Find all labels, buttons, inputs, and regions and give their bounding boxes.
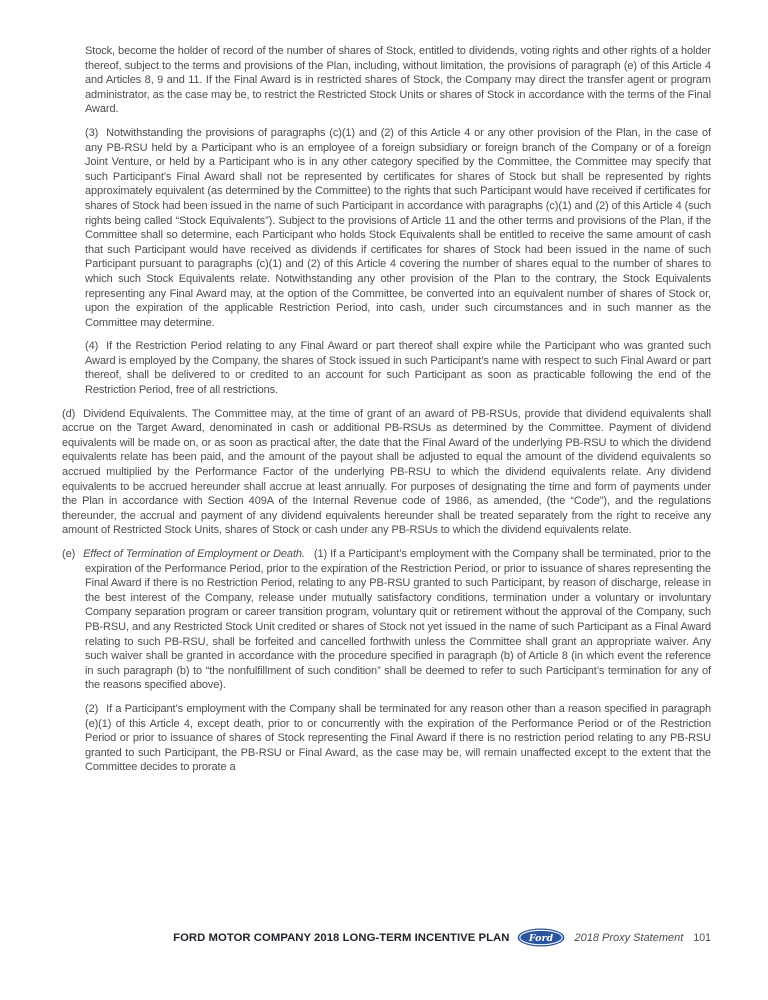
paragraph-e-2-text: If a Participant’s employment with the Company shall be terminated for any reason other than a reason specified in paragraph (e)(1) of this Article 4, except death, prior to or concurrently with the expiration of the Performance Period or of the Restriction Period or prior to issuance of shares of Stock representing the Final Award if there is no restriction period relating to any PB-RSU granted to such Participant, the PB-RSU or Final Award, as the case may be, will remain unaffected except to the extent that the Committee decides to prorate a	[85, 702, 711, 774]
page-body	[62, 44, 711, 784]
paragraph-e-termination	[62, 547, 711, 693]
paragraph-e-text: (1) If a Participant’s employment with the Company shall be terminated, prior to the expiration of the Performance Period, prior to the expiration of the Restriction Period, or prior to issuance of shares representing the Final Award if there is no Restriction Period, relating to any PB-RSU granted to such Participant, by reason of discharge, release in the best interest of the Company, release under mutually satisfactory conditions, termination under a voluntary or involuntary Company separation program or career transition program, voluntary quit or retirement without the approval of the Company, such PB-RSU, and any Restricted Stock Unit credited or shares of Stock not yet issued in the name of such Participant as a Final Award relating to such PB-RSU, shall be forfeited and cancelled forthwith unless the Committee shall grant an appropriate waiver. Any such waiver shall be granted in accordance with the procedure specified in paragraph (b) of Article 8 (in which event the reference in such paragraph (b) to “the nonfulfillment of such condition” shall be deemed to refer to such Participant’s termination for any of the reasons specified above).	[85, 548, 711, 692]
paragraph-stock-continuation: Stock, become the holder of record of the number of shares of Stock, entitled to dividends, voting rights and other rights of a holder thereof, subject to the terms and provisions of the Plan, including, without limitation, the provisions of paragraph (e) of this Article 4 and Articles 8, 9 and 11. If the Final Award is in restricted shares of Stock, the Company may direct the transfer agent or program administrator, as the case may be, to restrict the Restricted Stock Units or shares of Stock in accordance with the terms of the Final Award.	[85, 45, 711, 116]
paragraph-4	[85, 339, 711, 397]
ford-logo-icon	[517, 928, 565, 947]
paragraph-d-text: Dividend Equivalents. The Committee may, at the time of grant of an award of PB-RSUs, provide that dividend equivalents shall accrue on the Target Award, denominated in cash or additional PB-RSUs as determined by the Committee. Payment of dividend equivalents will be made on, or as soon as practical after, the date that the Final Award of the underlying PB-RSU to which the dividend equivalents relate has been paid, and the amount of the payout shall be adjusted to equal the amount of the dividend equivalents so accrued multiplied by the Performance Factor of the underlying PB-RSU to which the dividend equivalents relate. Any dividend equivalents to be accrued hereunder shall accrue at least annually. For purposes of designating the time and form of payments under the Plan in accordance with Section 409A of the Internal Revenue code of 1986, as amended, (the “Code”), and the regulations thereunder, the accrual and payment of any dividend equivalents hereunder shall be treated separately from the right to receive any amount of Restricted Stock Units, shares of Stock or cash under any PB-RSUs to which the dividend equivalents relate.	[62, 407, 711, 537]
page-footer	[0, 928, 711, 947]
paragraph-e-label: (e)	[62, 548, 76, 560]
paragraph-4-text: If the Restriction Period relating to any Final Award or part thereof shall expire while the Participant who was granted such Award is employed by the Company, the shares of Stock issued in such Participant’s name with respect to such Final Award or part thereof, shall be delivered to or credited to an account for such Participant as soon as practicable following the end of the Restriction Period, free of all restrictions.	[85, 340, 711, 397]
paragraph-e-italic-heading: Effect of Termination of Employment or Death.	[83, 548, 305, 560]
footer-proxy-statement: 2018 Proxy Statement	[574, 931, 684, 944]
footer-page-number: 101	[693, 931, 711, 944]
paragraph-4-label: (4)	[85, 340, 99, 353]
paragraph-3-text: Notwithstanding the provisions of paragraphs (c)(1) and (2) of this Article 4 or any other provision of the Plan, in the case of any PB-RSU held by a Participant who is an employee of a foreign subsidiary or foreign branch of the Company or of a foreign Joint Venture, or held by a Participant who is in any other category specified by the Committee, the Committee may specify that such Participant’s Final Award shall not be represented by certificates for shares of Stock but shall be represented by rights approximately equivalent (as determined by the Committee) to the rights that such Participant would have received if certificates for shares of Stock had been issued in the name of such Participant in accordance with paragraphs (c)(1) and (2) of this Article 4 (such rights being called “Stock Equivalents”). Subject to the provisions of Article 11 and the other terms and provisions of the Plan, if the Committee shall so determine, each Participant who holds Stock Equivalents shall be entitled to receive the same amount of cash that such Participant would have received as dividends if certificates for shares of Stock had been issued in the name of such Participant pursuant to paragraphs (c)(1) and (2) of this Article 4 covering the number of shares equal to the number of shares to which such Stock Equivalents relate. Notwithstanding any other provision of the Plan to the contrary, the Stock Equivalents representing any Final Award may, at the option of the Committee, be converted into an equivalent number of shares of Stock or, upon the expiration of the applicable Restriction Period, into cash, under such circumstances and in such manner as the Committee may determine.	[85, 126, 711, 329]
ford-logo-script: Ford	[529, 933, 554, 944]
paragraph-3-label: (3)	[85, 126, 99, 139]
footer-plan-title: FORD MOTOR COMPANY 2018 LONG-TERM INCENTIVE PLAN	[173, 931, 510, 944]
paragraph-d-label: (d)	[62, 407, 76, 420]
paragraph-e-2	[85, 702, 711, 775]
paragraph-d-dividend-equivalents	[62, 407, 711, 538]
paragraph-e-2-label: (2)	[85, 702, 99, 715]
paragraph-3	[85, 126, 711, 330]
